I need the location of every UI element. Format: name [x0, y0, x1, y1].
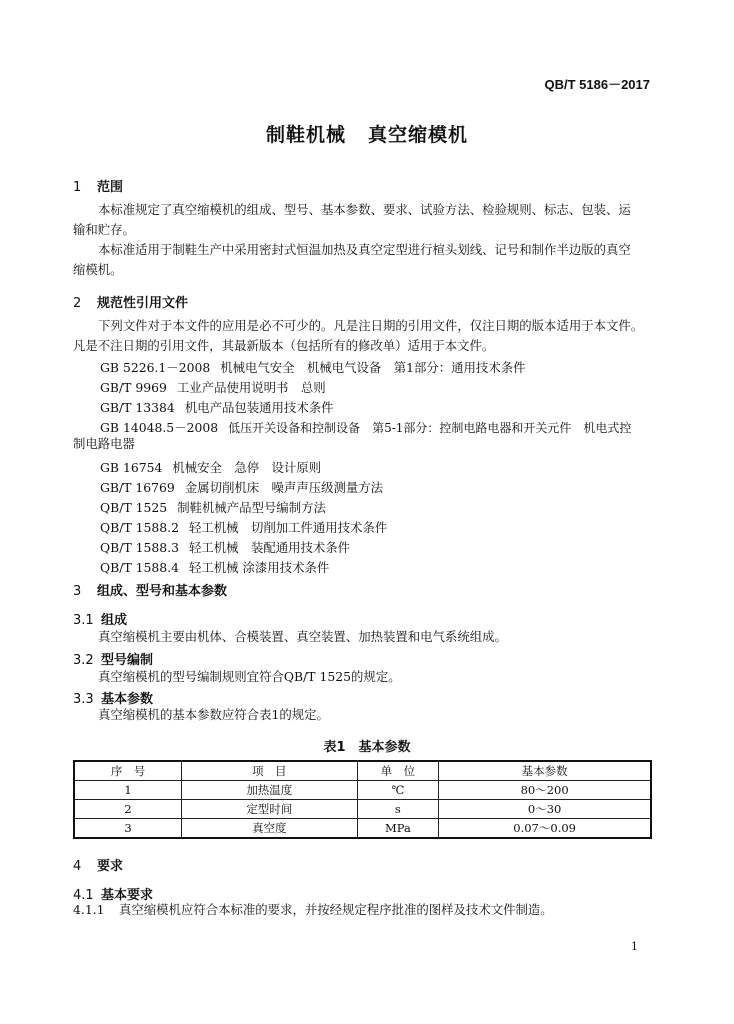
reference-item: GB/T 9969 工业产品使用说明书 总则 — [100, 380, 326, 395]
subsection-4-1-heading: 4.1 基本要求 — [73, 888, 154, 903]
reference-item-continuation: 制电路电器 — [73, 436, 135, 451]
table-cell: 0～30 — [439, 800, 651, 819]
table-caption: 表1 基本参数 — [323, 740, 411, 755]
references-intro-line-2: 凡是不注日期的引用文件，其最新版本（包括所有的修改单）适用于本文件。 — [73, 338, 495, 353]
table-row — [74, 819, 651, 839]
scope-paragraph-1-line-1: 本标准规定了真空缩模机的组成、型号、基本参数、要求、试验方法、检验规则、标志、包装、运 — [98, 202, 631, 217]
reference-item: QB/T 1588.4 轻工机械 涂漆用技术条件 — [100, 560, 330, 575]
clause-4-1-1: 4.1.1 真空缩模机应符合本标准的要求，并按经规定程序批准的图样及技术文件制造。 — [73, 902, 553, 917]
table-cell: 3 — [74, 819, 182, 839]
table-header-cell: 项 目 — [182, 761, 357, 781]
reference-item: GB 16754 机械安全 急停 设计原则 — [100, 460, 322, 475]
table-header-cell: 序 号 — [74, 761, 182, 781]
subsection-3-2-heading: 3.2 型号编制 — [73, 653, 154, 668]
title-part-2: 真空缩模机 — [368, 124, 469, 146]
page-number: 1 — [631, 940, 638, 953]
subsection-3-3-heading: 3.3 基本参数 — [73, 692, 154, 707]
table-cell: 0.07～0.09 — [439, 819, 651, 839]
parameters-table — [73, 760, 652, 839]
reference-item: GB 14048.5－2008 低压开关设备和控制设备 第5-1部分：控制电路电器和开关元件 机电式控 — [100, 420, 632, 435]
reference-item: GB 5226.1－2008 机械电气安全 机械电气设备 第1部分：通用技术条件 — [100, 360, 526, 375]
subsection-3-1-text: 真空缩模机主要由机体、合模装置、真空装置、加热装置和电气系统组成。 — [98, 629, 507, 644]
table-cell: 2 — [74, 800, 182, 819]
reference-item: GB/T 13384 机电产品包装通用技术条件 — [100, 400, 334, 415]
section-title: 组成、型号和基本参数 — [97, 584, 228, 599]
section-number: 1 — [73, 180, 82, 195]
table-cell: s — [357, 800, 439, 819]
table-header-row — [74, 761, 651, 781]
table-cell: 1 — [74, 781, 182, 800]
section-4-heading — [73, 855, 123, 874]
section-3-heading — [73, 580, 227, 599]
reference-item: QB/T 1588.3 轻工机械 装配通用技术条件 — [100, 540, 351, 555]
scope-paragraph-2-line-1: 本标准适用于制鞋生产中采用密封式恒温加热及真空定型进行楦头划线、记号和制作半边版的真空 — [98, 242, 631, 257]
section-title: 规范性引用文件 — [97, 296, 189, 311]
subsection-3-3-text: 真空缩模机的基本参数应符合表1的规定。 — [98, 707, 329, 722]
subsection-3-1-heading: 3.1 组成 — [73, 613, 128, 628]
table-cell: ℃ — [357, 781, 439, 800]
section-number: 3 — [73, 584, 82, 599]
section-2-heading — [73, 292, 188, 311]
section-title: 范围 — [97, 180, 124, 195]
reference-item: QB/T 1525 制鞋机械产品型号编制方法 — [100, 500, 326, 515]
scope-paragraph-1-line-2: 输和贮存。 — [73, 222, 135, 237]
table-cell: MPa — [357, 819, 439, 839]
table-row — [74, 781, 651, 800]
reference-item: GB/T 16769 金属切削机床 噪声声压级测量方法 — [100, 480, 384, 495]
section-title: 要求 — [97, 859, 124, 874]
table-header-cell: 单 位 — [357, 761, 439, 781]
table-cell: 加热温度 — [182, 781, 357, 800]
section-number: 4 — [73, 859, 82, 874]
reference-item: QB/T 1588.2 轻工机械 切削加工件通用技术条件 — [100, 520, 388, 535]
standard-code: QB/T 5186－2017 — [544, 77, 650, 92]
table-cell: 真空度 — [182, 819, 357, 839]
document-title — [0, 120, 734, 147]
section-1-heading — [73, 176, 123, 195]
table-cell: 定型时间 — [182, 800, 357, 819]
table-cell: 80～200 — [439, 781, 651, 800]
section-number: 2 — [73, 296, 82, 311]
scope-paragraph-2-line-2: 缩模机。 — [73, 262, 123, 277]
table-row — [74, 800, 651, 819]
title-part-1: 制鞋机械 — [265, 124, 346, 146]
subsection-3-2-text: 真空缩模机的型号编制规则宜符合QB/T 1525的规定。 — [98, 669, 401, 684]
table-header-cell: 基本参数 — [439, 761, 651, 781]
references-intro-line-1: 下列文件对于本文件的应用是必不可少的。凡是注日期的引用文件，仅注日期的版本适用于本文件。 — [98, 318, 644, 333]
